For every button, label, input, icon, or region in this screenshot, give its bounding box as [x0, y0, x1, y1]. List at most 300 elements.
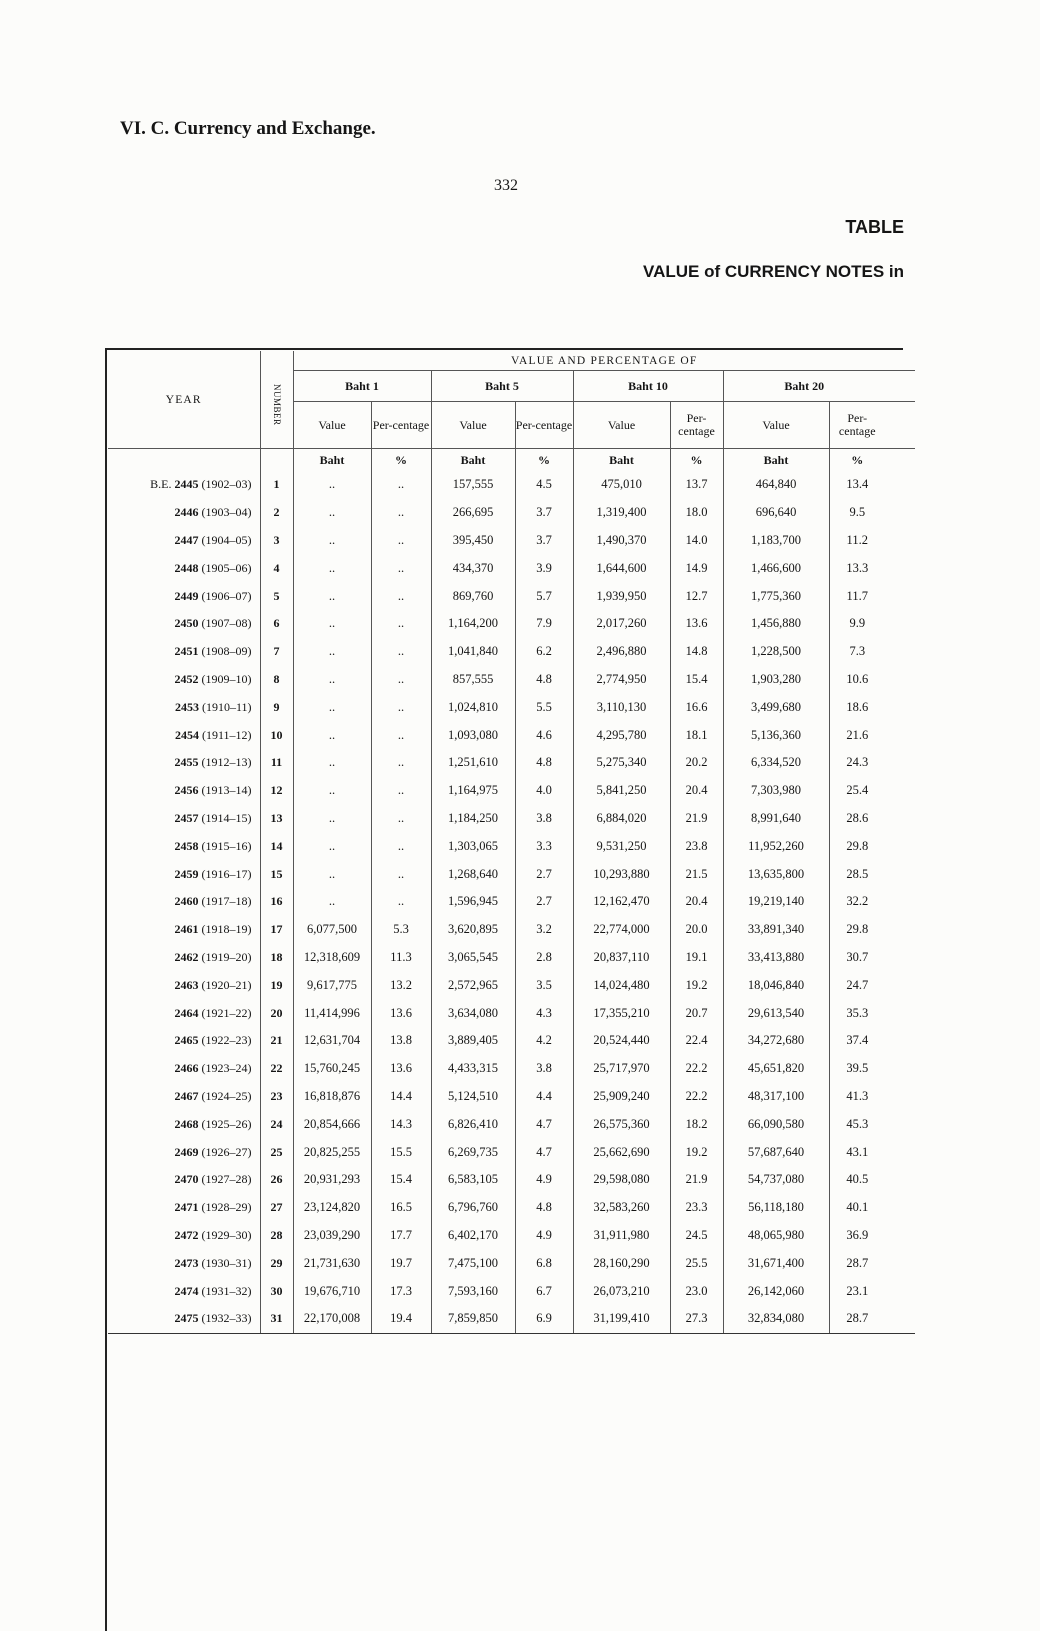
- percentage-cell: 4.2: [515, 1027, 573, 1055]
- year-be: 2448: [174, 560, 199, 575]
- value-cell: 7,475,100: [431, 1249, 515, 1277]
- percentage-cell: ..: [371, 860, 431, 888]
- value-cell: 1,939,950: [573, 582, 670, 610]
- row-number: 9: [260, 693, 293, 721]
- year-be: 2454: [174, 727, 199, 742]
- value-cell: 7,303,980: [723, 777, 829, 805]
- table-row: [108, 666, 915, 694]
- value-cell: 19,219,140: [723, 888, 829, 916]
- table-row: [108, 916, 915, 944]
- value-cell: ..: [293, 860, 371, 888]
- value-cell: 464,840: [723, 471, 829, 499]
- year-cell: [108, 610, 260, 638]
- row-number: 14: [260, 832, 293, 860]
- percentage-cell: 29.8: [829, 832, 885, 860]
- row-number: 3: [260, 527, 293, 555]
- percentage-cell: 4.3: [515, 999, 573, 1027]
- table-row: [108, 777, 915, 805]
- percentage-cell: ..: [371, 610, 431, 638]
- value-cell: ..: [293, 777, 371, 805]
- year-cell: [108, 971, 260, 999]
- row-number: 27: [260, 1194, 293, 1222]
- year-ce: (1904–05): [201, 532, 252, 547]
- year-ce: (1908–09): [201, 644, 252, 659]
- year-be: 2450: [174, 616, 199, 631]
- value-cell: 475,010: [573, 471, 670, 499]
- percentage-cell: 15.4: [670, 666, 723, 694]
- year-be: 2453: [174, 699, 199, 714]
- percentage-cell: 19.2: [670, 1138, 723, 1166]
- percentage-cell: 19.7: [371, 1249, 431, 1277]
- unit-value: Baht: [431, 449, 515, 472]
- year-cell: [108, 1027, 260, 1055]
- value-cell: 9,617,775: [293, 971, 371, 999]
- value-cell: 31,671,400: [723, 1249, 829, 1277]
- percentage-cell: 39.5: [829, 1055, 885, 1083]
- value-subheader: Value: [573, 402, 670, 449]
- value-cell: ..: [293, 499, 371, 527]
- value-cell: 57,687,640: [723, 1138, 829, 1166]
- row-number: 2: [260, 499, 293, 527]
- percentage-cell: 21.9: [670, 805, 723, 833]
- value-cell: 15,760,245: [293, 1055, 371, 1083]
- percentage-cell: 28.5: [829, 860, 885, 888]
- percentage-cell: 28.6: [829, 805, 885, 833]
- year-ce: (1930–31): [201, 1255, 252, 1270]
- year-be: 2465: [174, 1033, 199, 1048]
- percentage-cell: 11.7: [829, 582, 885, 610]
- value-cell: 20,931,293: [293, 1166, 371, 1194]
- value-cell: 6,334,520: [723, 749, 829, 777]
- value-cell: ..: [293, 638, 371, 666]
- year-ce: (1920–21): [201, 977, 252, 992]
- percentage-cell: ..: [371, 527, 431, 555]
- value-cell: 33,891,340: [723, 916, 829, 944]
- value-cell: 66,090,580: [723, 1110, 829, 1138]
- year-cell: [108, 749, 260, 777]
- value-cell: 33,413,880: [723, 944, 829, 972]
- percentage-cell: 41.3: [829, 1083, 885, 1111]
- value-cell: 395,450: [431, 527, 515, 555]
- year-be: 2455: [174, 755, 199, 770]
- row-number: 22: [260, 1055, 293, 1083]
- percentage-cell: 35.3: [829, 999, 885, 1027]
- value-cell: 11,952,260: [723, 832, 829, 860]
- table-row: [108, 971, 915, 999]
- percentage-cell: 9.5: [829, 499, 885, 527]
- percentage-cell: 17.3: [371, 1277, 431, 1305]
- value-cell: ..: [293, 471, 371, 499]
- value-cell: 6,826,410: [431, 1110, 515, 1138]
- value-cell: 696,640: [723, 499, 829, 527]
- percentage-cell: 5.7: [515, 582, 573, 610]
- percentage-cell: 3.8: [515, 805, 573, 833]
- value-cell: 12,318,609: [293, 944, 371, 972]
- table-row: [108, 638, 915, 666]
- percentage-cell: 4.8: [515, 749, 573, 777]
- percentage-cell: ..: [371, 471, 431, 499]
- table-row: [108, 1055, 915, 1083]
- percentage-cell: ..: [371, 721, 431, 749]
- table-row: [108, 805, 915, 833]
- value-cell: ..: [293, 832, 371, 860]
- value-cell: 3,889,405: [431, 1027, 515, 1055]
- year-be: 2470: [174, 1172, 199, 1187]
- value-cell: 26,142,060: [723, 1277, 829, 1305]
- value-cell: ..: [293, 666, 371, 694]
- year-be: 2475: [174, 1311, 199, 1326]
- row-number: 29: [260, 1249, 293, 1277]
- value-cell: 26,073,210: [573, 1277, 670, 1305]
- year-be: 2472: [174, 1227, 199, 1242]
- value-cell: 19,676,710: [293, 1277, 371, 1305]
- percentage-subheader: Per-centage: [670, 402, 723, 449]
- year-be: 2474: [174, 1283, 199, 1298]
- value-cell: 1,164,200: [431, 610, 515, 638]
- year-cell: [108, 499, 260, 527]
- value-cell: 6,796,760: [431, 1194, 515, 1222]
- value-cell: 13,635,800: [723, 860, 829, 888]
- table-row: [108, 554, 915, 582]
- year-be: 2464: [174, 1005, 199, 1020]
- value-cell: 3,499,680: [723, 693, 829, 721]
- year-be: 2467: [174, 1088, 199, 1103]
- value-cell: 32,834,080: [723, 1305, 829, 1333]
- unit-value: Baht: [723, 449, 829, 472]
- percentage-cell: 23.3: [670, 1194, 723, 1222]
- percentage-cell: 28.7: [829, 1249, 885, 1277]
- value-cell: 869,760: [431, 582, 515, 610]
- value-cell: ..: [293, 693, 371, 721]
- year-cell: [108, 1249, 260, 1277]
- year-cell: [108, 916, 260, 944]
- value-cell: 12,162,470: [573, 888, 670, 916]
- percentage-cell: 25.5: [670, 1249, 723, 1277]
- percentage-cell: 14.9: [670, 554, 723, 582]
- row-number: 24: [260, 1110, 293, 1138]
- percentage-cell: ..: [371, 666, 431, 694]
- row-number: 7: [260, 638, 293, 666]
- year-ce: (1929–30): [201, 1227, 252, 1242]
- percentage-cell: 5.5: [515, 693, 573, 721]
- percentage-cell: 3.2: [515, 916, 573, 944]
- year-be: 2461: [174, 922, 199, 937]
- unit-percentage: %: [515, 449, 573, 472]
- percentage-cell: 4.8: [515, 666, 573, 694]
- row-number: 23: [260, 1083, 293, 1111]
- percentage-cell: 30.7: [829, 944, 885, 972]
- year-ce: (1918–19): [201, 922, 252, 937]
- percentage-cell: 13.6: [371, 999, 431, 1027]
- year-ce: (1928–29): [201, 1200, 252, 1215]
- percentage-cell: 45.3: [829, 1110, 885, 1138]
- year-cell: [108, 944, 260, 972]
- value-cell: 28,160,290: [573, 1249, 670, 1277]
- value-cell: 48,317,100: [723, 1083, 829, 1111]
- year-ce: (1915–16): [201, 838, 252, 853]
- percentage-subheader: Per-centage: [371, 402, 431, 449]
- percentage-cell: 9.9: [829, 610, 885, 638]
- table-row: [108, 610, 915, 638]
- percentage-cell: ..: [371, 638, 431, 666]
- row-number: 1: [260, 471, 293, 499]
- year-cell: [108, 1166, 260, 1194]
- value-cell: 2,017,260: [573, 610, 670, 638]
- value-subheader: Value: [723, 402, 829, 449]
- year-ce: (1921–22): [201, 1005, 252, 1020]
- year-be: 2463: [174, 977, 199, 992]
- table-title: VALUE of CURRENCY NOTES in: [643, 262, 904, 281]
- percentage-cell: 15.4: [371, 1166, 431, 1194]
- value-cell: 10,293,880: [573, 860, 670, 888]
- table-row: [108, 499, 915, 527]
- percentage-cell: ..: [371, 554, 431, 582]
- row-number: 19: [260, 971, 293, 999]
- year-be: 2451: [174, 644, 199, 659]
- percentage-cell: 5.3: [371, 916, 431, 944]
- percentage-cell: 6.2: [515, 638, 573, 666]
- value-cell: 6,884,020: [573, 805, 670, 833]
- row-number: 13: [260, 805, 293, 833]
- value-cell: 6,583,105: [431, 1166, 515, 1194]
- percentage-cell: 13.8: [371, 1027, 431, 1055]
- table-row: [108, 1249, 915, 1277]
- year-ce: (1926–27): [201, 1144, 252, 1159]
- year-ce: (1925–26): [201, 1116, 252, 1131]
- year-ce: (1911–12): [201, 727, 252, 742]
- table-row: [108, 832, 915, 860]
- table-row: [108, 1027, 915, 1055]
- percentage-cell: ..: [371, 582, 431, 610]
- row-number: 5: [260, 582, 293, 610]
- value-cell: 29,613,540: [723, 999, 829, 1027]
- percentage-cell: 24.7: [829, 971, 885, 999]
- percentage-cell: 18.1: [670, 721, 723, 749]
- percentage-cell: 43.1: [829, 1138, 885, 1166]
- value-cell: 48,065,980: [723, 1222, 829, 1250]
- table-row: [108, 471, 915, 499]
- table-row: [108, 1083, 915, 1111]
- year-header: YEAR: [108, 351, 260, 449]
- percentage-cell: 11.2: [829, 527, 885, 555]
- value-cell: 25,909,240: [573, 1083, 670, 1111]
- table-row: [108, 749, 915, 777]
- value-cell: 1,251,610: [431, 749, 515, 777]
- percentage-cell: 15.5: [371, 1138, 431, 1166]
- year-cell: [108, 471, 260, 499]
- value-cell: 54,737,080: [723, 1166, 829, 1194]
- year-ce: (1913–14): [201, 783, 252, 798]
- year-be: 2445: [174, 477, 199, 492]
- value-cell: 7,859,850: [431, 1305, 515, 1333]
- percentage-cell: 20.2: [670, 749, 723, 777]
- value-cell: 1,164,975: [431, 777, 515, 805]
- percentage-cell: ..: [371, 805, 431, 833]
- value-cell: 3,620,895: [431, 916, 515, 944]
- table-row: [108, 1305, 915, 1333]
- percentage-cell: ..: [371, 777, 431, 805]
- percentage-cell: 14.0: [670, 527, 723, 555]
- table-row: [108, 1222, 915, 1250]
- unit-percentage: %: [670, 449, 723, 472]
- percentage-cell: 10.6: [829, 666, 885, 694]
- percentage-cell: 11.3: [371, 944, 431, 972]
- row-number: 12: [260, 777, 293, 805]
- value-cell: 4,295,780: [573, 721, 670, 749]
- row-number: 30: [260, 1277, 293, 1305]
- table-label: TABLE: [845, 217, 904, 237]
- percentage-cell: 32.2: [829, 888, 885, 916]
- value-cell: 1,596,945: [431, 888, 515, 916]
- percentage-cell: 29.8: [829, 916, 885, 944]
- value-cell: 29,598,080: [573, 1166, 670, 1194]
- percentage-cell: 13.6: [670, 610, 723, 638]
- percentage-cell: 24.3: [829, 749, 885, 777]
- year-cell: [108, 1194, 260, 1222]
- value-cell: 1,644,600: [573, 554, 670, 582]
- year-be: 2466: [174, 1061, 199, 1076]
- year-ce: (1919–20): [201, 949, 252, 964]
- value-cell: 266,695: [431, 499, 515, 527]
- year-ce: (1931–32): [201, 1283, 252, 1298]
- value-cell: 6,402,170: [431, 1222, 515, 1250]
- unit-percentage: %: [829, 449, 885, 472]
- denomination-header-baht10: Baht 10: [573, 371, 723, 402]
- year-cell: [108, 805, 260, 833]
- value-cell: 1,319,400: [573, 499, 670, 527]
- percentage-cell: 13.6: [371, 1055, 431, 1083]
- value-cell: ..: [293, 805, 371, 833]
- year-cell: [108, 1083, 260, 1111]
- value-cell: 1,303,065: [431, 832, 515, 860]
- value-cell: 7,593,160: [431, 1277, 515, 1305]
- value-cell: ..: [293, 527, 371, 555]
- value-cell: 3,634,080: [431, 999, 515, 1027]
- value-cell: 31,199,410: [573, 1305, 670, 1333]
- percentage-cell: 22.4: [670, 1027, 723, 1055]
- percentage-cell: 24.5: [670, 1222, 723, 1250]
- year-cell: [108, 860, 260, 888]
- percentage-cell: 18.2: [670, 1110, 723, 1138]
- percentage-cell: 19.2: [670, 971, 723, 999]
- value-cell: 23,039,290: [293, 1222, 371, 1250]
- percentage-cell: 16.6: [670, 693, 723, 721]
- percentage-cell: 23.0: [670, 1277, 723, 1305]
- value-cell: ..: [293, 888, 371, 916]
- percentage-cell: 4.0: [515, 777, 573, 805]
- value-cell: 434,370: [431, 554, 515, 582]
- percentage-cell: 4.9: [515, 1222, 573, 1250]
- row-number: 8: [260, 666, 293, 694]
- denomination-header-baht5: Baht 5: [431, 371, 573, 402]
- percentage-cell: 21.5: [670, 860, 723, 888]
- year-era: B.E.: [150, 477, 172, 492]
- percentage-cell: 3.7: [515, 499, 573, 527]
- row-number: 6: [260, 610, 293, 638]
- year-ce: (1924–25): [201, 1088, 252, 1103]
- percentage-cell: 4.8: [515, 1194, 573, 1222]
- percentage-cell: 6.9: [515, 1305, 573, 1333]
- year-ce: (1914–15): [201, 810, 252, 825]
- value-cell: 1,466,600: [723, 554, 829, 582]
- percentage-cell: 7.9: [515, 610, 573, 638]
- value-cell: 22,170,008: [293, 1305, 371, 1333]
- year-cell: [108, 1138, 260, 1166]
- table-row: [108, 1110, 915, 1138]
- percentage-cell: 23.1: [829, 1277, 885, 1305]
- value-cell: 11,414,996: [293, 999, 371, 1027]
- percentage-cell: 18.6: [829, 693, 885, 721]
- table-row: [108, 582, 915, 610]
- percentage-cell: 21.6: [829, 721, 885, 749]
- value-cell: 12,631,704: [293, 1027, 371, 1055]
- year-be: 2452: [174, 671, 199, 686]
- year-cell: [108, 582, 260, 610]
- row-number: 15: [260, 860, 293, 888]
- year-cell: [108, 1305, 260, 1333]
- percentage-cell: 12.7: [670, 582, 723, 610]
- percentage-cell: 20.7: [670, 999, 723, 1027]
- year-ce: (1905–06): [201, 560, 252, 575]
- year-cell: [108, 888, 260, 916]
- value-cell: 26,575,360: [573, 1110, 670, 1138]
- year-cell: [108, 638, 260, 666]
- value-cell: 6,269,735: [431, 1138, 515, 1166]
- value-cell: 25,662,690: [573, 1138, 670, 1166]
- percentage-cell: 17.7: [371, 1222, 431, 1250]
- value-cell: 3,110,130: [573, 693, 670, 721]
- percentage-cell: ..: [371, 888, 431, 916]
- value-cell: 17,355,210: [573, 999, 670, 1027]
- year-ce: (1907–08): [201, 616, 252, 631]
- value-cell: 18,046,840: [723, 971, 829, 999]
- table-row: [108, 1166, 915, 1194]
- row-number: 26: [260, 1166, 293, 1194]
- table-row: [108, 860, 915, 888]
- year-ce: (1912–13): [201, 755, 252, 770]
- year-ce: (1923–24): [201, 1061, 252, 1076]
- percentage-cell: 3.7: [515, 527, 573, 555]
- year-cell: [108, 693, 260, 721]
- year-ce: (1917–18): [201, 894, 252, 909]
- row-number: 17: [260, 916, 293, 944]
- row-number: 16: [260, 888, 293, 916]
- value-cell: 857,555: [431, 666, 515, 694]
- percentage-cell: 13.2: [371, 971, 431, 999]
- year-cell: [108, 777, 260, 805]
- percentage-cell: 3.9: [515, 554, 573, 582]
- percentage-subheader: Per-centage: [829, 402, 885, 449]
- percentage-cell: ..: [371, 693, 431, 721]
- section-title: VI. C. Currency and Exchange.: [120, 118, 376, 139]
- percentage-cell: 6.7: [515, 1277, 573, 1305]
- year-be: 2469: [174, 1144, 199, 1159]
- value-cell: 5,136,360: [723, 721, 829, 749]
- year-cell: [108, 1277, 260, 1305]
- value-cell: 2,774,950: [573, 666, 670, 694]
- value-cell: 2,496,880: [573, 638, 670, 666]
- year-ce: (1906–07): [201, 588, 252, 603]
- table-row: [108, 1138, 915, 1166]
- percentage-cell: 3.5: [515, 971, 573, 999]
- year-cell: [108, 554, 260, 582]
- value-cell: 1,268,640: [431, 860, 515, 888]
- percentage-cell: 4.9: [515, 1166, 573, 1194]
- value-cell: 20,825,255: [293, 1138, 371, 1166]
- percentage-cell: 13.3: [829, 554, 885, 582]
- value-cell: 6,077,500: [293, 916, 371, 944]
- row-number: 31: [260, 1305, 293, 1333]
